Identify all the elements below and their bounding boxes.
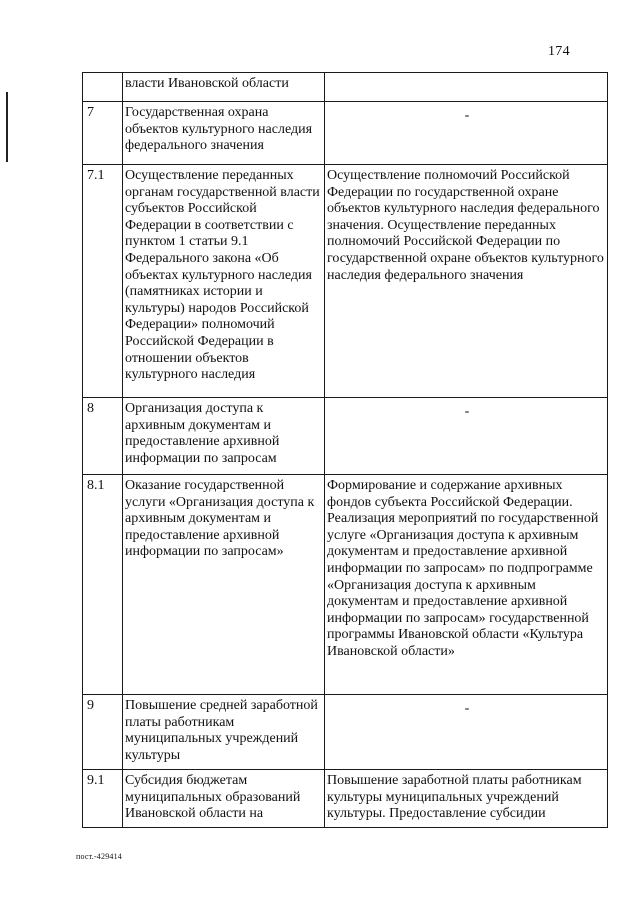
row-number: 7.1 xyxy=(83,165,123,398)
table-row xyxy=(83,398,608,475)
task-cell: Повышение средней заработной платы работникам муниципальных учреждений культуры xyxy=(123,695,325,770)
document-code: пост.-429414 xyxy=(76,852,122,861)
table-row xyxy=(83,475,608,695)
activity-cell: Формирование и содержание архивных фондов субъекта Российской Федерации. Реализация мероприятий по государственной услуге «Организация доступа к архивным документам и предоставление архивной информации по запросам» по подпрограмме «Организация доступа к архивным документам и предоставление архивной информации по запросам» государственной программы Ивановской области «Культура Ивановской области» xyxy=(325,475,608,695)
activity-cell xyxy=(325,73,608,102)
table-row xyxy=(83,102,608,165)
task-cell: Субсидия бюджетам муниципальных образований Ивановской области на xyxy=(123,770,325,828)
row-number: 8 xyxy=(83,398,123,475)
activity-cell: - xyxy=(325,695,608,770)
row-number: 7 xyxy=(83,102,123,165)
page-number: 174 xyxy=(548,44,570,59)
task-cell: Государственная охрана объектов культурного наследия федерального значения xyxy=(123,102,325,165)
row-number: 8.1 xyxy=(83,475,123,695)
table-row xyxy=(83,73,608,102)
row-number: 9.1 xyxy=(83,770,123,828)
task-cell: Оказание государственной услуги «Организация доступа к архивным документам и предоставление архивной информации по запросам» xyxy=(123,475,325,695)
task-cell: Организация доступа к архивным документам и предоставление архивной информации по запросам xyxy=(123,398,325,475)
task-cell: Осуществление переданных органам государственной власти субъектов Российской Федерации в соответствии с пунктом 1 статьи 9.1 Федерального закона «Об объектах культурного наследия (памятниках истории и культуры) народов Российской Федерации» полномочий Российской Федерации в отношении объектов культурного наследия xyxy=(123,165,325,398)
activity-cell: - xyxy=(325,398,608,475)
program-table xyxy=(82,72,608,828)
activity-cell: - xyxy=(325,102,608,165)
activity-cell: Осуществление полномочий Российской Федерации по государственной охране объектов культурного наследия федерального значения. Осуществление переданных полномочий Российской Федерации по государственной охране объектов культурного наследия федерального значения xyxy=(325,165,608,398)
row-number: 9 xyxy=(83,695,123,770)
table-row xyxy=(83,695,608,770)
task-cell: власти Ивановской области xyxy=(123,73,325,102)
activity-cell: Повышение заработной платы работникам культуры муниципальных учреждений культуры. Предоставление субсидии xyxy=(325,770,608,828)
row-number xyxy=(83,73,123,102)
table-row xyxy=(83,770,608,828)
table-row xyxy=(83,165,608,398)
margin-mark xyxy=(6,92,8,162)
